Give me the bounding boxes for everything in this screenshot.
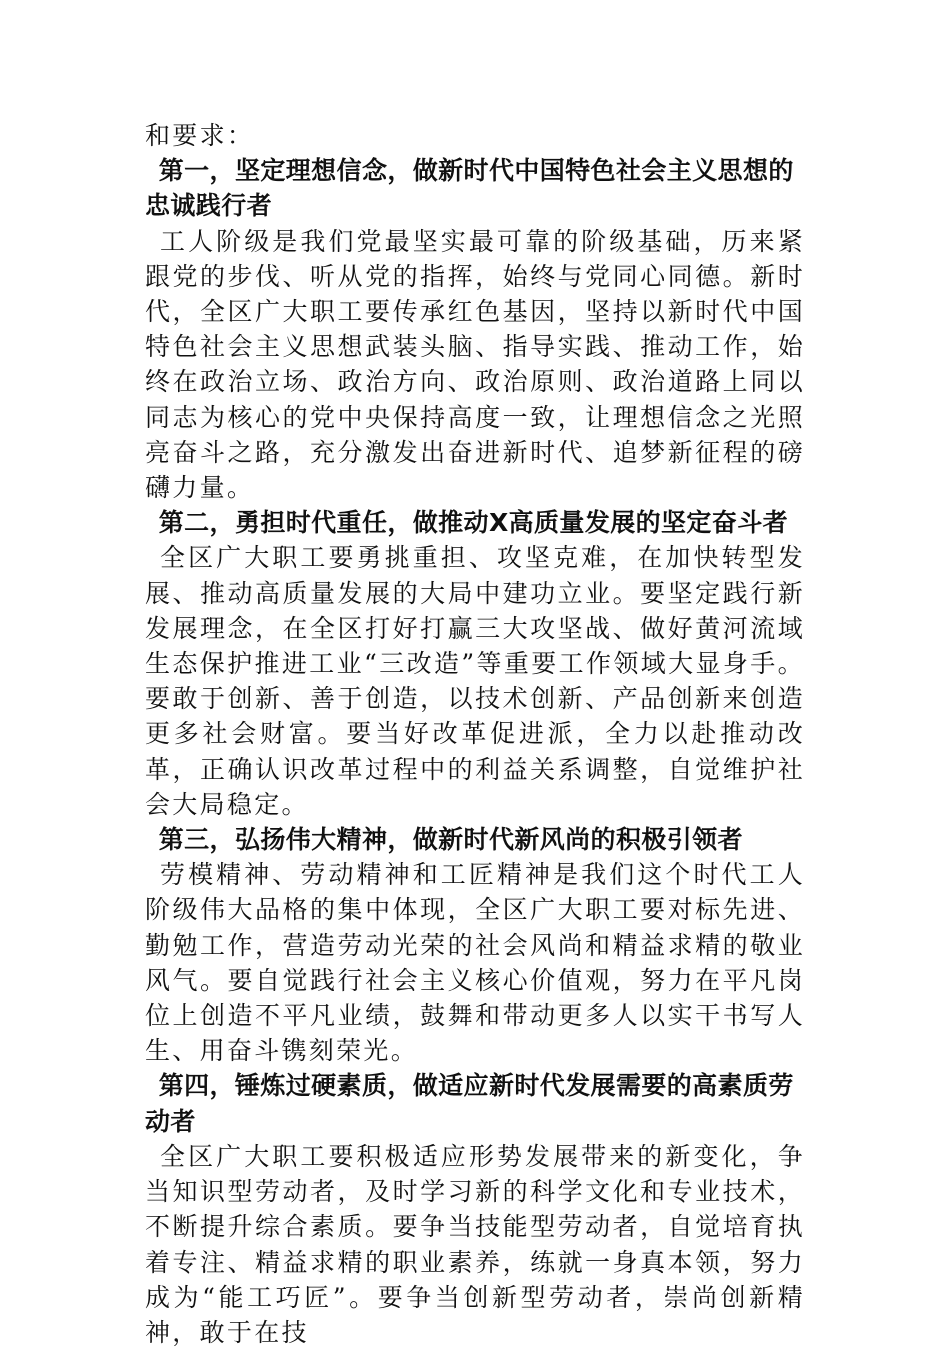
section-body-2: 全区广大职工要勇挑重担、攻坚克难，在加快转型发展、推动高质量发展的大局中建功立业。要坚定践行新发展理念，在全区打好打赢三大攻坚战、做好黄河流域生态保护推进工业“三改造”等重要工作领域大显身手。要敢于创新、善于创造，以技术创新、产品创新来创造更多社会财富。要当好改革促进派，全力以赴推动改革，正确认识改革过程中的利益关系调整，自觉维护社会大局稳定。 — [145, 543, 805, 819]
section-body-1: 工人阶级是我们党最坚实最可靠的阶级基础，历来紧跟党的步伐、听从党的指挥，始终与党同心同德。新时代，全区广大职工要传承红色基因，坚持以新时代中国特色社会主义思想武装头脑、指导实践、推动工作，始终在政治立场、政治方向、政治原则、政治道路上同以同志为核心的党中央保持高度一致，让理想信念之光照亮奋斗之路，充分激发出奋进新时代、追梦新征程的磅礴力量。 — [145, 226, 805, 503]
section-heading-1: 第一，坚定理想信念，做新时代中国特色社会主义思想的忠诚践行者 — [145, 156, 794, 221]
section-heading-3: 第三，弘扬伟大精神，做新时代新风尚的积极引领者 — [158, 825, 743, 855]
section-heading-4: 第四，锤炼过硬素质，做适应新时代发展需要的高素质劳动者 — [145, 1071, 794, 1136]
section-body-3: 劳模精神、劳动精神和工匠精神是我们这个时代工人阶级伟大品格的集中体现，全区广大职工要对标先进、勤勉工作，营造劳动光荣的社会风尚和精益求精的敬业风气。要自觉践行社会主义核心价值观，努力在平凡岗位上创造不平凡业绩，鼓舞和带动更多人以实干书写人生、用奋斗镌刻荣光。 — [145, 860, 805, 1066]
document-page — [145, 118, 805, 1350]
section-body-4: 全区广大职工要积极适应形势发展带来的新变化，争当知识型劳动者，及时学习新的科学文化和专业技术，不断提升综合素质。要争当技能型劳动者，自觉培育执着专注、精益求精的职业素养，练就一身真本领，努力成为“能工巧匠”。要争当创新型劳动者，崇尚创新精神，敢于在技 — [145, 1141, 805, 1347]
intro-text: 和要求： — [145, 121, 255, 150]
section-heading-2: 第二，勇担时代重任，做推动X高质量发展的坚定奋斗者 — [158, 508, 789, 538]
